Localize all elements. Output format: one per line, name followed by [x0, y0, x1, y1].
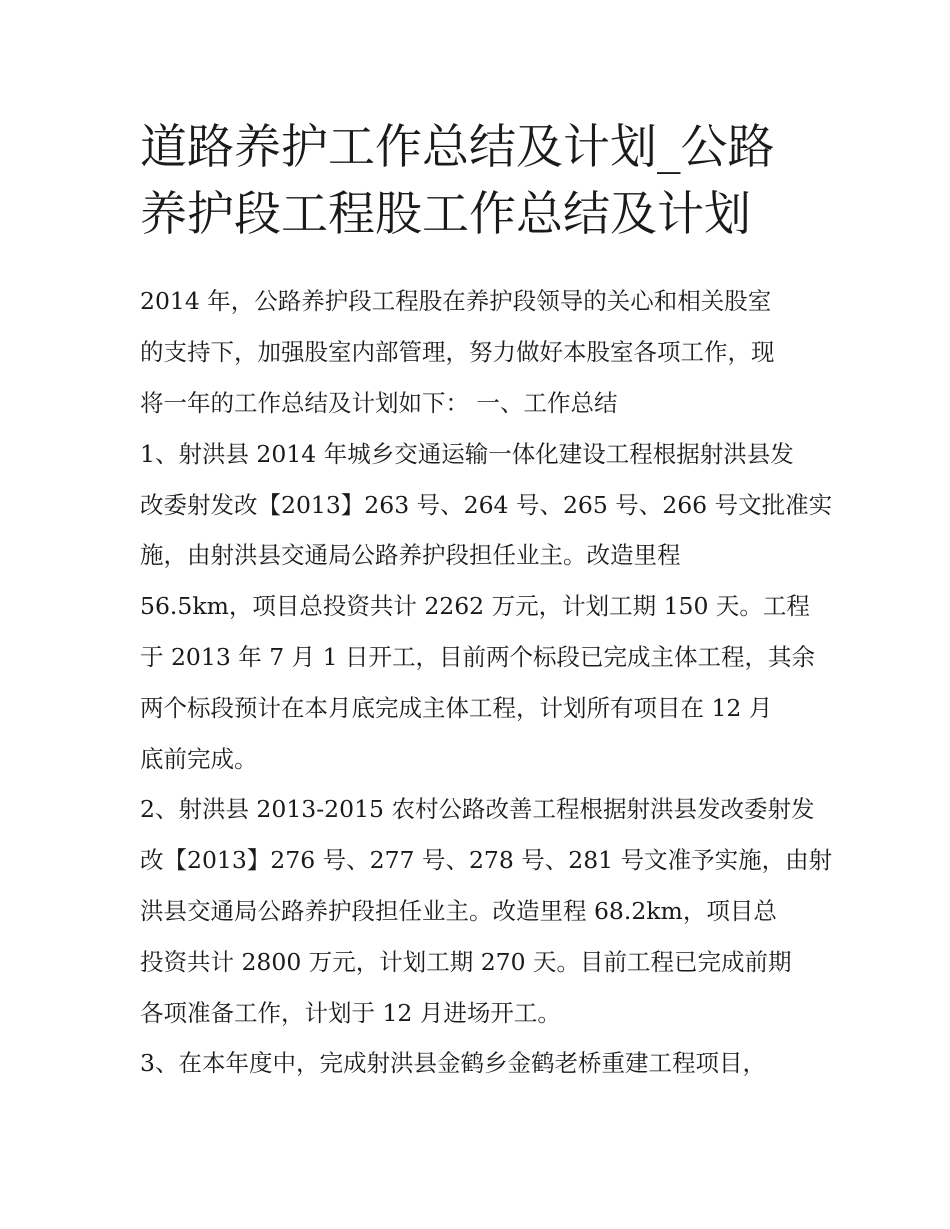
paragraph-line: 2、射洪县 2013-2015 农村公路改善工程根据射洪县发改委射发 [140, 795, 815, 823]
paragraph-line: 改【2013】276 号、277 号、278 号、281 号文准予实施，由射 [140, 846, 833, 874]
paragraph-line: 3、在本年度中，完成射洪县金鹤乡金鹤老桥重建工程项目， [140, 1049, 766, 1077]
paragraph-line: 于 2013 年 7 月 1 日开工，目前两个标段已完成主体工程，其余 [140, 643, 816, 671]
paragraph-line: 的支持下，加强股室内部管理，努力做好本股室各项工作，现 [140, 338, 775, 366]
paragraph-line: 改委射发改【2013】263 号、264 号、265 号、266 号文批准实 [140, 491, 833, 519]
paragraph-line: 将一年的工作总结及计划如下： 一、工作总结 [140, 389, 618, 417]
paragraph-line: 底前完成。 [140, 745, 258, 773]
paragraph-line: 1、射洪县 2014 年城乡交通运输一体化建设工程根据射洪县发 [140, 440, 794, 468]
document-title-line-2: 养护段工程股工作总结及计划 [140, 187, 751, 242]
paragraph-line: 2014 年，公路养护段工程股在养护段领导的关心和相关股室 [140, 287, 772, 315]
paragraph-line: 各项准备工作，计划于 12 月进场开工。 [140, 999, 561, 1027]
paragraph-line: 洪县交通局公路养护段担任业主。改造里程 68.2km，项目总 [140, 897, 777, 925]
paragraph-line: 投资共计 2800 万元，计划工期 270 天。目前工程已完成前期 [140, 948, 792, 976]
paragraph-line: 施，由射洪县交通局公路养护段担任业主。改造里程 [140, 541, 681, 569]
paragraph-line: 两个标段预计在本月底完成主体工程，计划所有项目在 12 月 [140, 694, 773, 722]
document-title-line-1: 道路养护工作总结及计划_公路 [140, 120, 775, 175]
paragraph-line: 56.5km，项目总投资共计 2262 万元，计划工期 150 天。工程 [140, 592, 810, 620]
